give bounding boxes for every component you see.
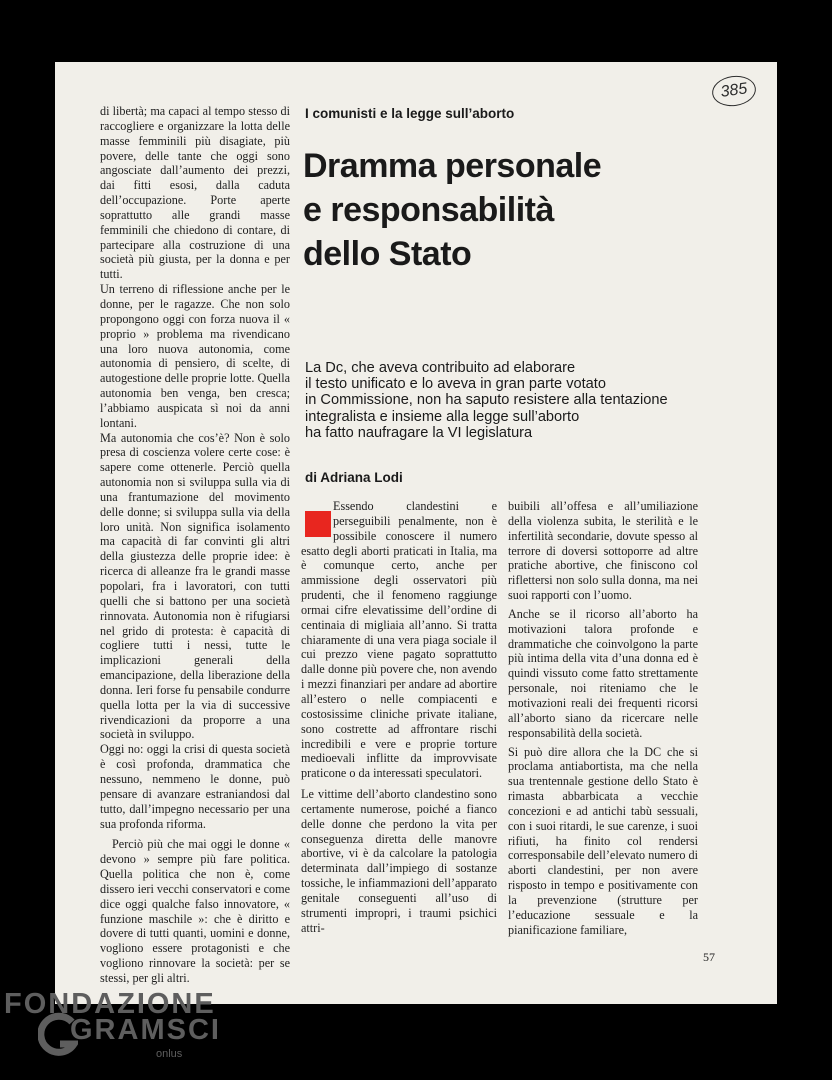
stamp-number: 385 [719,80,749,101]
left-paragraph: Un terreno di riflessione anche per le donne, per le ragazze. Che non solo propongono oggi con forza nuova il « proprio » problema ma rivendicano una loro nuova autonomia, come autonomia di pensiero, di scelte, di autogestione delle proprie lotte. Quella autonomia ben venga, ben cresca; l’abbiamo auspicata sì noi da anni lontani. [100,282,290,430]
page-number: 57 [703,950,715,964]
headline-line: Dramma personale [303,147,602,185]
deck-line: integralista e insieme alla legge sull’aborto [305,408,580,425]
article-kicker: I comunisti e la legge sull’aborto [305,106,515,121]
middle-paragraph: Le vittime dell’aborto clandestino sono certamente numerose, poiché a fianco delle donne che perdono la vita per conseguenza diretta delle manovre abortive, vi è da calcolare la patologia determinata dall’impiego di sostanze tossiche, le infiammazioni dell’apparato genitale conseguenti all’uso di strumenti impropri, i traumi psichici attri- [301,787,497,935]
watermark-line2: GRAMSCI [70,1014,221,1046]
magazine-page [55,62,777,1004]
archive-stamp [710,73,758,109]
left-paragraph: Ma autonomia che cos’è? Non è solo presa di coscienza volere certe cose: è sapere come ottenerle. Perciò quella autonomia non si sviluppa sulla via di una frantumazione del movimento delle donne; si sviluppa sulla via della loro unità. Non significa isolamento ma capacità di far convinti gli altri della giustezza delle proprie idee: è ricerca di alleanze fra le grandi masse popolari, fra i lavoratori, con tutti quelli che si battono per una società rinnovata. Autonomia non è rifugiarsi nel grido di protesta: è capacità di cogliere tutti i nessi, tutte le implicazioni generali della emancipazione, della liberazione della donna. Ieri forse fu pensabile condurre quella lotta per la via di successive rivendicazioni da proporre a una società in sviluppo. [100,430,290,742]
article-deck [305,360,725,441]
deck-line: ha fatto naufragare la VI legislatura [305,424,533,441]
deck-line: il testo unificato e lo aveva in gran parte votato [305,376,606,393]
left-paragraph: di libertà; ma capaci al tempo stesso di raccogliere e organizzare la lotta delle masse femminili più disagiate, più povere, delle tante che oggi sono angosciate dall’aumento dei prezzi, dai fitti esosi, dalla caduta dell’occupazione. Porte aperte soprattutto alle grandi masse femminili che chiedono di contare, di partecipare alla costruzione di una società più giusta, per la donna e per tutti. [100,104,290,282]
article-byline: di Adriana Lodi [305,470,403,485]
right-paragraph: Anche se il ricorso all’aborto ha motivazioni talora profonde e drammatiche che coinvolgono la parte più intima della vita d’una donna ed è quindi vissuto come fatto strettamente personale, noi riteniamo che le motivazioni reali dei frequenti ricorsi all’aborto siano da ricercare nelle responsabilità della società. [508,606,698,740]
right-text-column [508,499,698,937]
deck-line: La Dc, che aveva contribuito ad elaborare [305,360,576,376]
right-paragraph: Si può dire allora che la DC che si proclama antiabortista, ma che nella sua trentennale gestione dello Stato è rimasta abbarbicata a vecchie concezioni e ad antichi tabù sessuali, con i suoi ritardi, le sue carenze, i suoi rifiuti, ha finito col rendersi corresponsabile dell’elevato numero di aborti clandestini, per non avere risposto in tempo e positivamente con la prevenzione (strutture per l’educazione sessuale e la pianificazione familiare, [508,744,698,937]
middle-text-column [301,499,497,935]
watermark-onlus: onlus [156,1048,183,1060]
left-text-column [100,104,290,986]
headline-line: dello Stato [303,235,472,273]
deck-line: in Commissione, non ha saputo resistere alla tentazione [305,392,668,409]
left-paragraph: Oggi no: oggi la crisi di questa società è così profonda, drammatica che nessuno, nemmeno le donne, può pensare di avanzare estraniandosi dal tutto, dall’impegno necessario per una sua profonda riforma. [100,742,290,831]
middle-paragraph: Essendo clandestini e perseguibili penalmente, non è possibile conoscere il numero esatto degli aborti praticati in Italia, ma è comunque certo, anche per ammissione degli osservatori più prudenti, che il fenomeno raggiunge ormai cifre elevatissime dell’ordine di centinaia di migliaia all’anno. Si tratta chiaramente di una vera piaga sociale il cui prezzo viene pagato soprattutto dalle donne più povere che, non avendo i mezzi finanziari per andare ad abortire all’estero o nelle compiacenti e costosissime cliniche private italiane, sono costrette ad affrontare rischi incredibili e vere e proprie torture medioevali inflitte da improvvisate praticone o da interessati speculatori. [301,499,497,781]
left-paragraph: Perciò più che mai oggi le donne « devono » sempre più fare politica. Quella politica che non è, come dissero ieri vecchi conservatori e come dice oggi qualche falso innovatore, « funzione maschile »: che è diritto e dovere di tutti quanti, uomini e donne, vogliono essere protagonisti e che vogliono rinnovare la società: per se stessi, per gli altri. [100,837,290,985]
headline-line: e responsabilità [303,191,554,229]
right-paragraph: buibili all’offesa e all’umiliazione della violenza subita, le sterilità e le infertilità secondarie, dovute spesso al terrore di doversi sottoporre ad altre pratiche abortive, che finiscono col riflettersi non solo sulla donna, ma nei suoi rapporti con l’uomo. [508,499,698,603]
fondazione-gramsci-watermark [4,988,224,1068]
marker-spacer [301,499,333,541]
watermark-line1: FONDAZIONE [4,988,216,1020]
article-headline [303,144,743,276]
